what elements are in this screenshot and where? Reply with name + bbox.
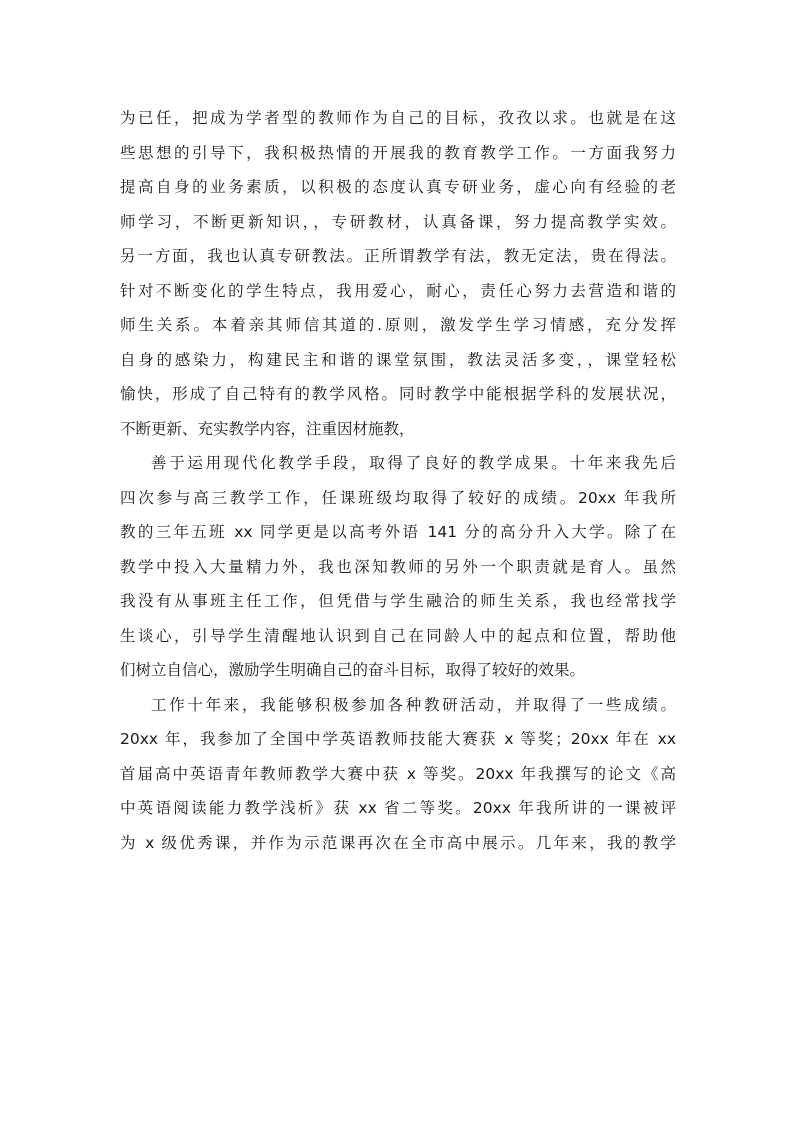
text-line: 另一方面，我也认真专研教法。正所谓教学有法，教无定法，贵在得法。: [120, 247, 676, 265]
text-line: 生谈心，引导学生清醒地认识到自己在同龄人中的起点和位置，帮助他: [120, 626, 676, 645]
text-line: 针对不断变化的学生特点，我用爱心，耐心，责任心努力去营造和谐的: [120, 281, 676, 300]
text-line: 为 x 级优秀课，并作为示范课再次在全市高中展示。几年来，我的教学: [120, 833, 676, 852]
text-line: 师学习，不断更新知识，，专研教材，认真备课，努力提高教学实效。: [120, 212, 676, 231]
paragraph-2: [120, 446, 676, 688]
text-line: 我没有从事班主任工作，但凭借与学生融洽的师生关系，我也经常找学: [120, 592, 676, 610]
text-line: 四次参与高三教学工作，任课班级均取得了较好的成绩。20xx 年我所: [120, 488, 676, 507]
text-line: 提高自身的业务素质，以积极的态度认真专研业务，虚心向有经验的老: [120, 178, 676, 196]
body-text: [120, 101, 676, 860]
text-line: 首届高中英语青年教师教学大赛中获 x 等奖。20xx 年我撰写的论文《高: [120, 764, 676, 783]
text-line: 中英语阅读能力教学浅析》获 xx 省二等奖。20xx 年我所讲的一课被评: [120, 799, 676, 817]
text-line: 师生关系。本着亲其师信其道的.原则，激发学生学习情感，充分发挥: [120, 316, 676, 334]
paragraph-3: [120, 688, 676, 861]
paragraph-1: [120, 101, 676, 446]
text-line: 自身的感染力，构建民主和谐的课堂氛围，教法灵活多变，，课堂轻松: [120, 350, 676, 369]
text-line: 些思想的引导下，我积极热情的开展我的教育教学工作。一方面我努力: [120, 143, 676, 162]
text-line: 教的三年五班 xx 同学更是以高考外语 141 分的高分升入大学。除了在: [120, 523, 676, 541]
text-line: 愉快，形成了自己特有的教学风格。同时教学中能根据学科的发展状况，: [120, 385, 676, 403]
text-line: 工作十年来，我能够积极参加各种教研活动，并取得了一些成绩。: [151, 695, 676, 714]
text-line: 为已任，把成为学者型的教师作为自己的目标，孜孜以求。也就是在这: [120, 109, 676, 127]
text-line: 教学中投入大量精力外，我也深知教师的另外一个职责就是育人。虽然: [120, 557, 676, 576]
text-line: 善于运用现代化教学手段，取得了良好的教学成果。十年来我先后: [151, 454, 676, 472]
text-line: 不断更新、充实教学内容，注重因材施教，: [120, 419, 415, 438]
text-line: 们树立自信心，激励学生明确自己的奋斗目标，取得了较好的效果。: [120, 661, 586, 679]
text-line: 20xx 年，我参加了全国中学英语教师技能大赛获 x 等奖；20xx 年在 xx: [120, 730, 676, 748]
